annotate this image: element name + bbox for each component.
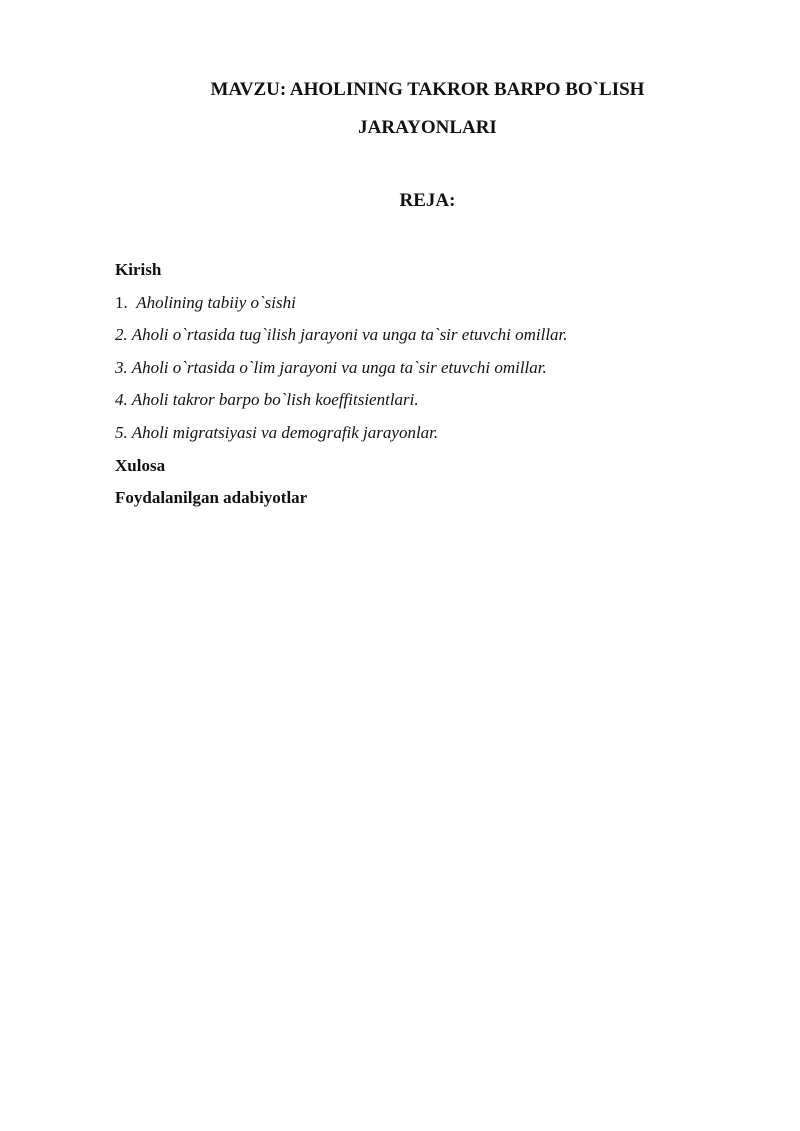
document-title-line-1: MAVZU: AHOLINING TAKROR BARPO BO`LISH xyxy=(210,79,645,100)
plan-item-3: 3. Aholi o`rtasida o`lim jarayoni va unga ta`sir etuvchi omillar. xyxy=(115,357,547,377)
plan-item-references: Foydalanilgan adabiyotlar xyxy=(115,488,308,508)
plan-heading: REJA: xyxy=(399,190,456,211)
plan-item-1-number: 1. xyxy=(115,292,137,312)
plan-item-1 xyxy=(115,288,740,321)
plan-item-4: 4. Aholi takror barpo bo`lish koeffitsientlari. xyxy=(115,390,419,410)
plan-item-2: 2. Aholi o`rtasida tug`ilish jarayoni va unga ta`sir etuvchi omillar. xyxy=(115,325,568,345)
plan-item-conclusion: Xulosa xyxy=(115,455,166,475)
plan-item-5: 5. Aholi migratsiyasi va demografik jarayonlar. xyxy=(115,422,439,442)
plan-item-intro: Kirish xyxy=(115,260,162,279)
plan-item-1-text: Aholining tabiiy o`sishi xyxy=(136,292,296,312)
document-title-line-2: JARAYONLARI xyxy=(358,117,497,138)
plan-list xyxy=(115,255,740,516)
